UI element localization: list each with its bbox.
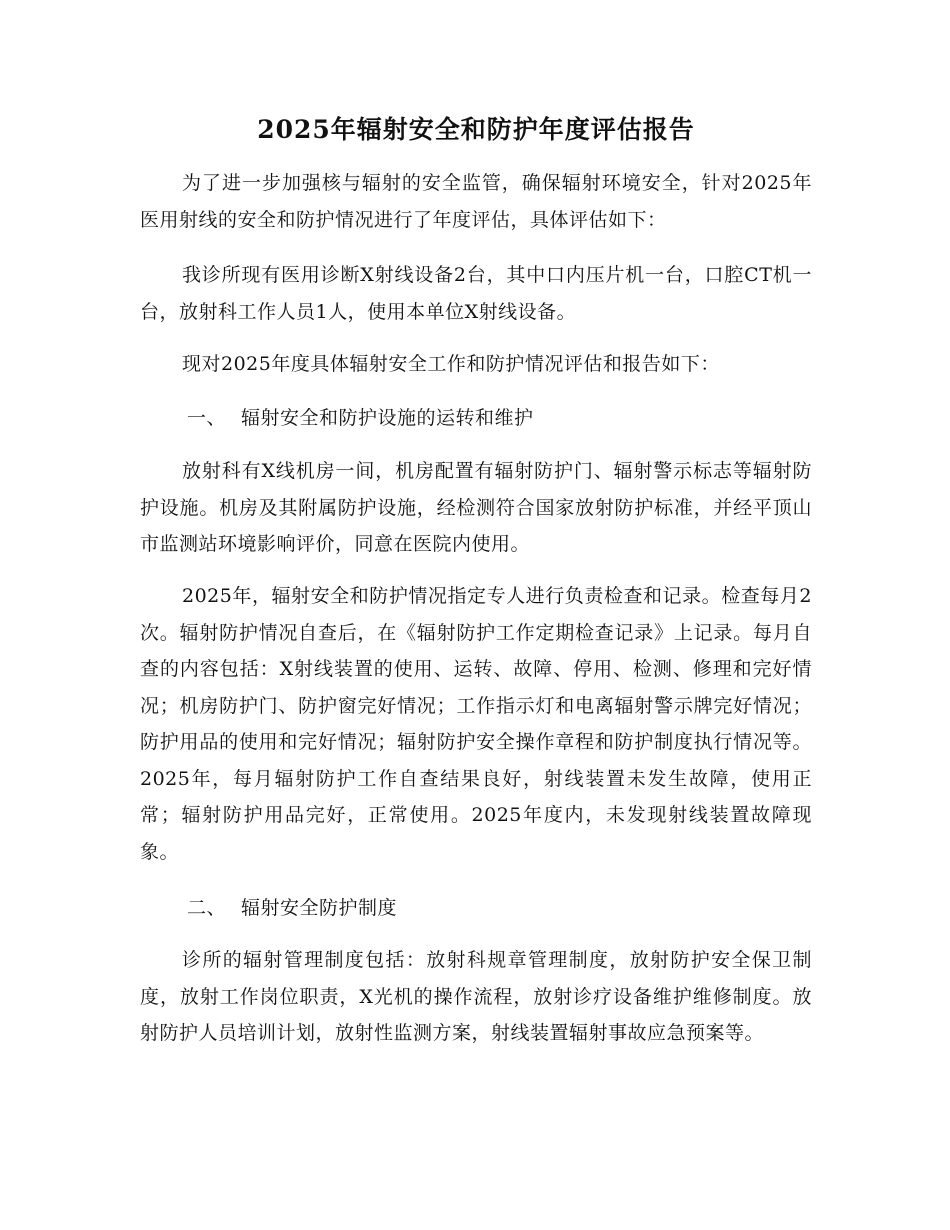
facilities-paragraph: 放射科有X线机房一间，机房配置有辐射防护门、辐射警示标志等辐射防护设施。机房及其附属防护设施，经检测符合国家放射防护标准，并经平顶山市监测站环境影响评价，同意在医院内使用。 (140, 460, 812, 555)
section-2-number: 二、 (187, 897, 227, 919)
equipment-paragraph: 我诊所现有医用诊断X射线设备2台，其中口内压片机一台，口腔CT机一台，放射科工作人员1人，使用本单位X射线设备。 (140, 264, 812, 323)
section-1-title: 辐射安全和防护设施的运转和维护 (241, 407, 534, 429)
section-heading-2 (187, 890, 397, 926)
regulations-paragraph: 诊所的辐射管理制度包括：放射科规章管理制度，放射防护安全保卫制度，放射工作岗位职责，X光机的操作流程，放射诊疗设备维护维修制度。放射防护人员培训计划，放射性监测方案，射线装置辐射事故应急预案等。 (140, 949, 812, 1044)
section-2-title: 辐射安全防护制度 (241, 897, 398, 919)
intro-paragraph: 为了进一步加强核与辐射的安全监管，确保辐射环境安全，针对2025年医用射线的安全和防护情况进行了年度评估，具体评估如下： (140, 172, 812, 231)
inspection-paragraph: 2025年，辐射安全和防护情况指定专人进行负责检查和记录。检查每月2次。辐射防护情况自查后，在《辐射防护工作定期检查记录》上记录。每月自查的内容包括：X射线装置的使用、运转、故障、停用、检测、修理和完好情况；机房防护门、防护窗完好情况；工作指示灯和电离辐射警示牌完好情况；防护用品的使用和完好情况；辐射防护安全操作章程和防护制度执行情况等。2025年，每月辐射防护工作自查结果良好，射线装置未发生故障，使用正常；辐射防护用品完好，正常使用。2025年度内，未发现射线装置故障现象。 (140, 585, 812, 863)
section-heading-1 (187, 400, 534, 436)
section-1-number: 一、 (187, 407, 227, 429)
document-title: 2025年辐射安全和防护年度评估报告 (257, 115, 695, 144)
report-intro-paragraph: 现对2025年度具体辐射安全工作和防护情况评估和报告如下： (182, 353, 720, 375)
